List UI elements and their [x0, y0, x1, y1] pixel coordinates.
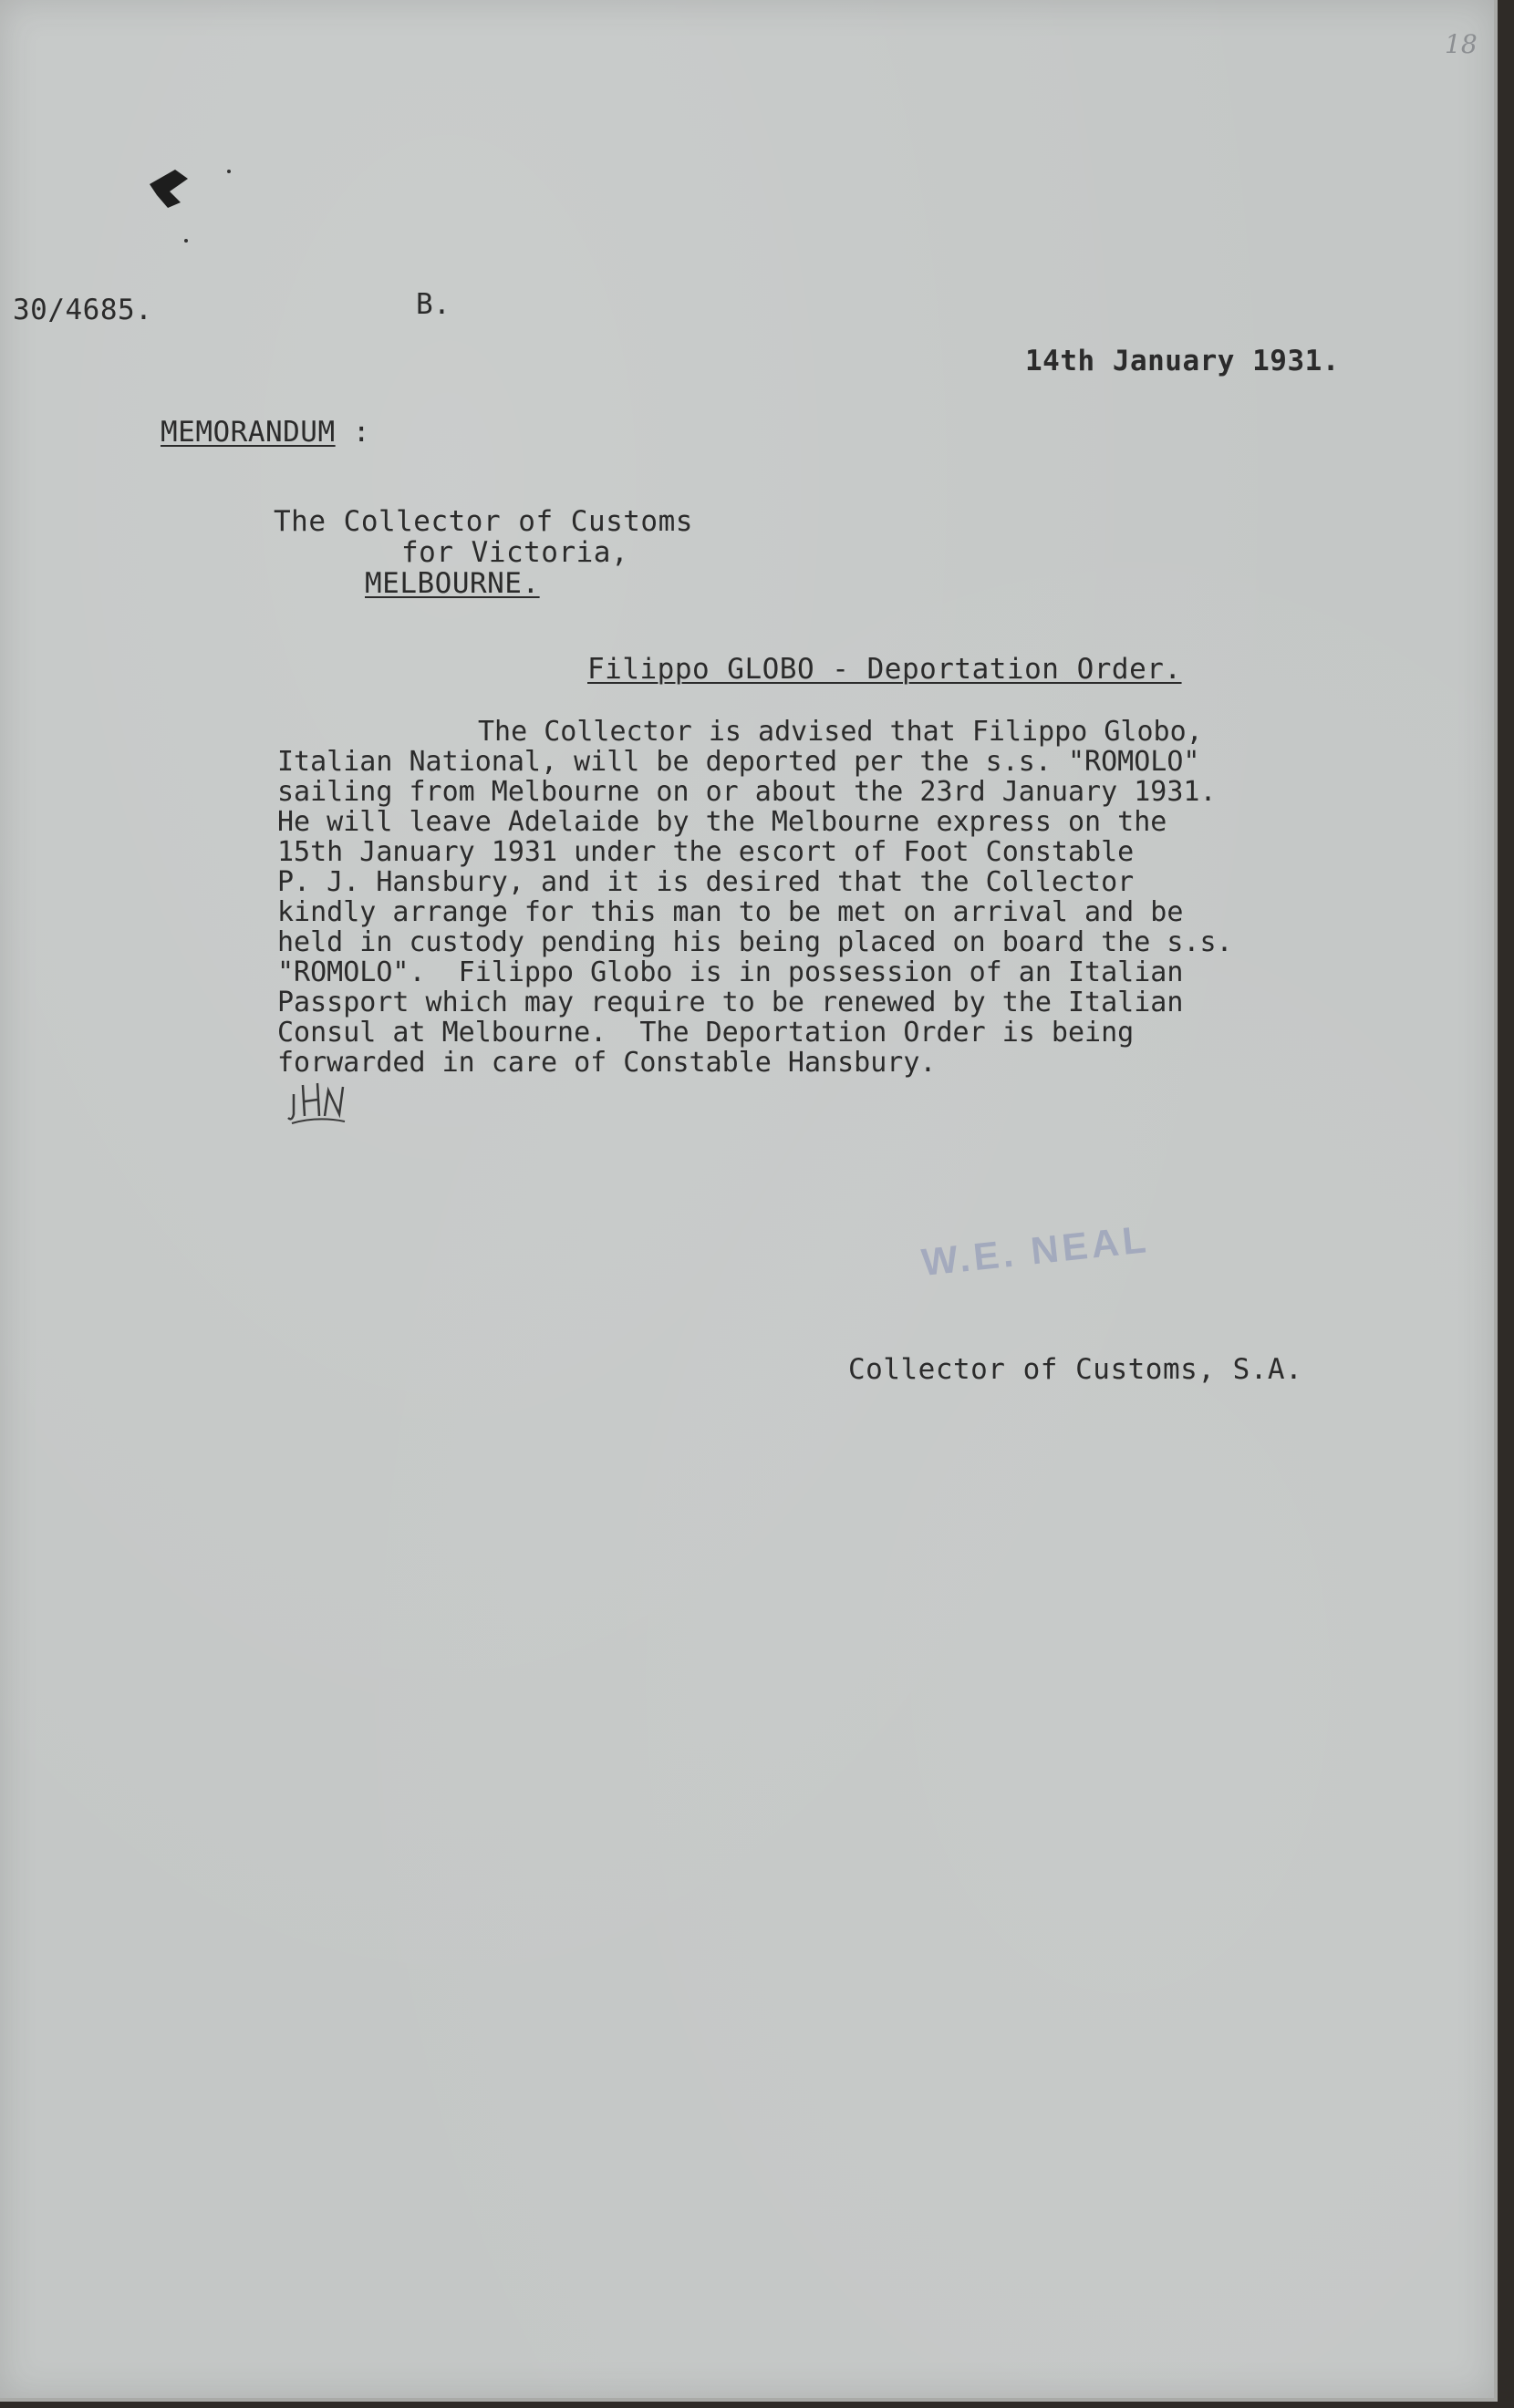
body-line: forwarded in care of Constable Hansbury.	[277, 1047, 937, 1079]
handwritten-initials	[286, 1058, 350, 1131]
addressee-line-3: MELBOURNE.	[365, 567, 540, 600]
section-mark: B.	[416, 288, 451, 321]
body-line: Consul at Melbourne. The Deportation Order is being	[277, 1017, 1135, 1049]
addressee-line-1: The Collector of Customs	[274, 505, 693, 538]
body-line: sailing from Melbourne on or about the 23rd January 1931.	[277, 776, 1217, 808]
file-reference: 30/4685.	[13, 294, 153, 326]
body-line: 15th January 1931 under the escort of Foot Constable	[277, 836, 1135, 868]
subject-line: Filippo GLOBO - Deportation Order.	[587, 653, 1182, 686]
faded-stamp: W.E. NEAL	[919, 1217, 1152, 1284]
signature-block: Collector of Customs, S.A.	[848, 1353, 1303, 1386]
body-line: kindly arrange for this man to be met on arrival and be	[277, 896, 1184, 928]
addressee-line-2: for Victoria,	[401, 536, 629, 569]
memo-date: 14th January 1931.	[1025, 345, 1340, 377]
memo-heading-colon: :	[352, 416, 370, 449]
body-line: He will leave Adelaide by the Melbourne express on the	[277, 806, 1167, 838]
body-line: Italian National, will be deported per the s.s. "ROMOLO"	[277, 746, 1200, 778]
body-line: The Collector is advised that Filippo Globo,	[478, 716, 1203, 748]
body-line: held in custody pending his being placed on board the s.s.	[277, 926, 1233, 958]
body-line: P. J. Hansbury, and it is desired that the Collector	[277, 866, 1135, 898]
page-number: 18	[1445, 29, 1478, 59]
ink-blot-mark	[144, 155, 235, 255]
body-line: "ROMOLO". Filippo Globo is in possession of an Italian	[277, 956, 1184, 988]
memo-heading-row	[161, 418, 370, 448]
body-line: Passport which may require to be renewed by the Italian	[277, 987, 1184, 1018]
memo-heading: MEMORANDUM	[161, 416, 336, 449]
